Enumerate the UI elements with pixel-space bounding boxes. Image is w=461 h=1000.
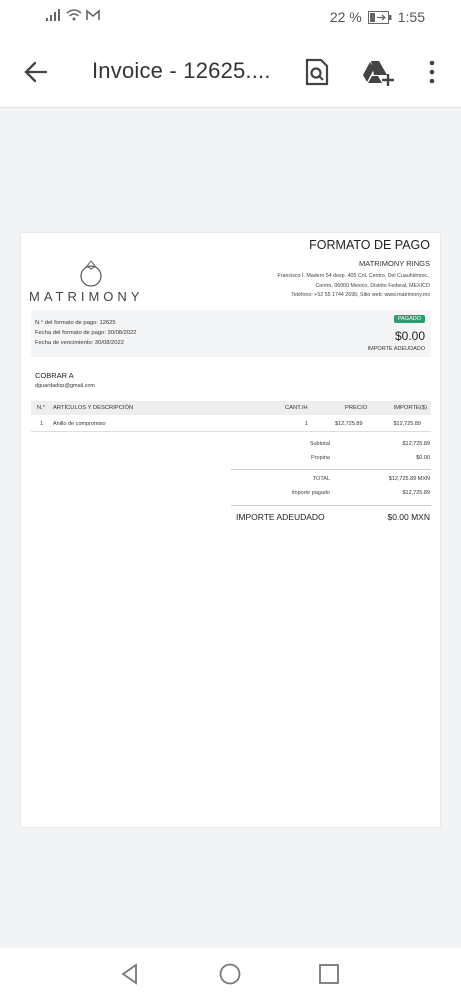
more-options-icon[interactable] [424,58,440,86]
wifi-icon [66,9,82,21]
item-number: 1 [40,421,44,427]
search-document-icon[interactable] [304,58,330,86]
status-icons [46,9,100,21]
system-nav-bar [0,948,461,1000]
app-bar [0,36,461,108]
address-line: Centro, 06000 Mexico, Distrito Federal, MEXICO [315,282,430,289]
home-circle-icon[interactable] [218,962,242,986]
ring-logo-icon [79,258,103,288]
item-price: $12,725.89 [335,421,363,427]
column-header: PRECIO [345,405,368,411]
subtotal-label: Subtotal [309,441,330,447]
total-label: TOTAL [312,476,330,482]
divider [231,505,431,506]
item-qty: 1 [305,421,309,427]
final-due-label: IMPORTE ADEUDADO [236,512,325,522]
status-right [330,9,425,25]
amount-due: $0.00 [394,329,425,343]
item-description: Anillo de compromiso [53,421,106,427]
invoice-info-band [31,310,431,357]
battery-icon [368,11,392,24]
document-title: Invoice - 12625.... [92,58,271,83]
gmail-icon [86,9,100,21]
recents-square-icon[interactable] [317,962,341,986]
company-address [210,272,430,301]
divider [231,469,431,470]
company-name: MATRIMONY RINGS [359,259,430,268]
column-header: CANT./H [285,405,308,411]
table-header [31,401,431,415]
clock: 1:55 [397,9,425,25]
final-due-value: $0.00 MXN [387,512,430,522]
table-row [31,417,431,432]
status-badge: PAGADO [394,315,425,323]
subtotal-value: $12,725.89 [402,441,430,447]
invoice-title: FORMATO DE PAGO [309,238,430,252]
bill-to-email: dguardadop@gmail.com [35,383,96,389]
tip-label: Propina [311,455,330,461]
invoice-number: N.° del formato de pago: 12625 [35,320,116,326]
total-value: $12,725.89 MXN [388,476,430,482]
tip-value: $0.00 [416,455,430,461]
bill-to-label: COBRAR A [35,371,74,380]
item-amount: $12,725.89 [393,421,421,427]
paid-label: Importe pagado [291,490,330,496]
column-header: N.° [37,405,46,411]
logo-text: MATRIMONY [29,289,144,304]
address-line: Francisco I. Madero 54 desp. 405 Col. Centro. Del Cuauhtémoc., [277,273,430,279]
back-arrow-icon[interactable] [22,58,50,86]
invoice-date: Fecha del formato de pago: 30/08/2022 [35,330,137,336]
column-header: IMPORTE($) [393,405,427,411]
due-date: Fecha de vencimiento: 30/08/2022 [35,340,124,346]
paid-value: $12,725.89 [402,490,430,496]
battery-percent: 22 % [329,9,362,25]
add-to-drive-icon[interactable] [362,58,394,86]
column-header: ARTÍCULOS Y DESCRIPCIÓN [53,405,134,411]
address-line: Teléfono: +52 55 1744 2695; Sitio web: www.matrimony.mx [291,292,430,298]
amount-due-label: IMPORTE ADEUDADO [367,346,425,352]
status-bar [0,0,461,36]
signal-icon [46,9,62,21]
back-triangle-icon[interactable] [118,962,142,986]
invoice-document [21,233,440,827]
